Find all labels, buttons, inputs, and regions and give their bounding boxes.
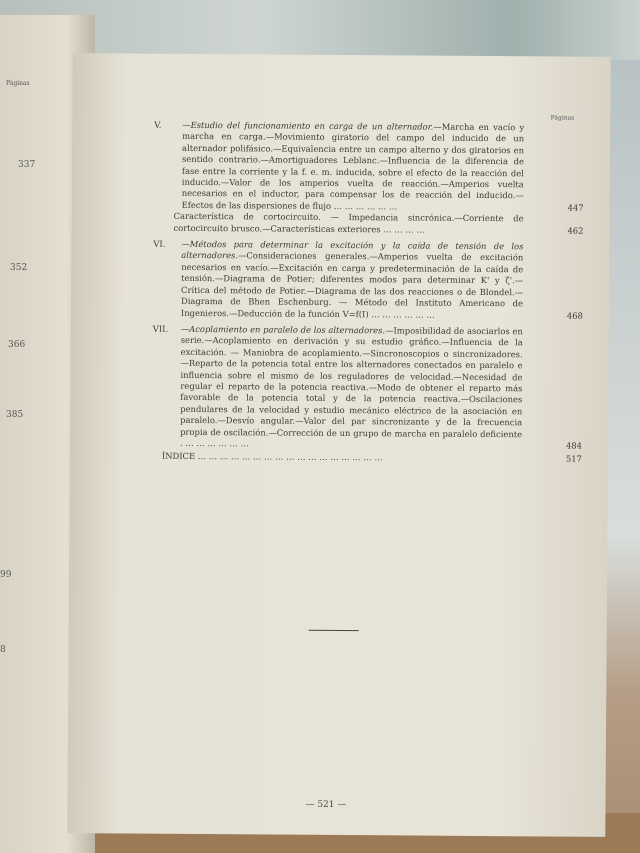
chapter-title: —Estudio del funcionamiento en carga de un alternador.	[182, 119, 434, 132]
chapter-title: —Acoplamiento en paralelo de los alternadores.	[180, 323, 386, 336]
left-page-number: 99	[0, 570, 12, 580]
chapter-number: V.	[154, 119, 162, 130]
index-label: ÍNDICE … … … … … … … … … … … … … … … … …	[161, 451, 383, 463]
toc-subentry	[163, 211, 584, 236]
right-page	[67, 53, 610, 837]
page-number: 468	[566, 310, 583, 321]
chapter-text: —Consideraciones generales.—Amperios vuelta de excitación necesarios en vacío.—Excitación en carga y predeterminación de la caída de tensión.—Diagrama de Potier; diferentes modos para determinar K' y ζ'.—Crítica del método de Potier.—Diagrama de las dos reacciones o de Blondel.—Diagrama de Bhen Eschenburg. — Método del Instituto Americano de Ingenieros.—Deducción de la función V=f(I) … … … … … …	[180, 250, 524, 320]
page-number: 484	[565, 440, 583, 451]
page-number: 447	[567, 202, 584, 213]
index-entry	[161, 451, 582, 465]
subentry-text: Característica de cortocircuito. — Impedancia sincrónica.—Corriente de cortocircuito brusco.—Características exteriores … … … …	[173, 211, 524, 235]
chapter-number: VI.	[153, 238, 166, 249]
left-header: Páginas	[6, 80, 30, 87]
toc-entry	[153, 238, 583, 321]
table-of-contents	[152, 110, 584, 465]
left-page-number: 366	[8, 340, 26, 350]
folio: — 521 —	[305, 799, 347, 811]
chapter-number: VII.	[152, 323, 169, 334]
chapter-text: —Marcha en vacío y marcha en carga.—Movimiento giratorio del campo del inducido de un alternador polifásico.—Equivalencia entre un campo alterno y dos giratorios en sentido contrario.—Amortiguadores Leblanc.—Influencia de la diferencia de fase entre la corriente y la f. e. m. inducida, sobre el efecto de la reacción del inducido.—Valor de los amperios vuelta de reacción.—Amperios vuelta necesarios en el inductor, para compensar los de reacción del inducido.—Efectos de las dispersiones de flujo … … … … … …	[181, 121, 525, 212]
chapter-text: —Imposibilidad de asociarlos en serie.—Acoplamiento en derivación y su estudio gráfico.—Influencia de la excitación. — Maniobra de acoplamiento.—Sincronoscopios o sincronizadores.—Reparto de la potencia total entre los alternadores conectados en paralelo e influencia sobre el mismo de los reguladores de velocidad.—Necesidad de regular el reparto de la potencia reactiva.—Modo de obtener el reparto más favorable de la potencia total y de la potencia reactiva.—Oscilaciones pendulares de la velocidad y estudio mecánico eléctrico de la asociación en paralelo.—Desvío angular.—Valor del par sincronizante y de la frecuencia propia de oscilación.—Corrección de un grupo de marcha en paralelo deficiente . … … … … … …	[179, 325, 523, 449]
pages-header: Páginas	[550, 114, 575, 122]
toc-entry	[154, 119, 584, 214]
page-number: 517	[565, 453, 582, 465]
left-page-number: 352	[10, 263, 28, 273]
toc-entry	[152, 323, 583, 452]
left-page-number: 8	[0, 645, 6, 655]
divider	[309, 630, 359, 631]
left-page-number: 385	[6, 410, 24, 420]
page-number: 462	[567, 225, 584, 236]
left-page-number: 337	[18, 160, 36, 170]
chapter-title: —Métodos para determinar la excitación y la caída de tensión de los alternadores.	[181, 238, 524, 261]
